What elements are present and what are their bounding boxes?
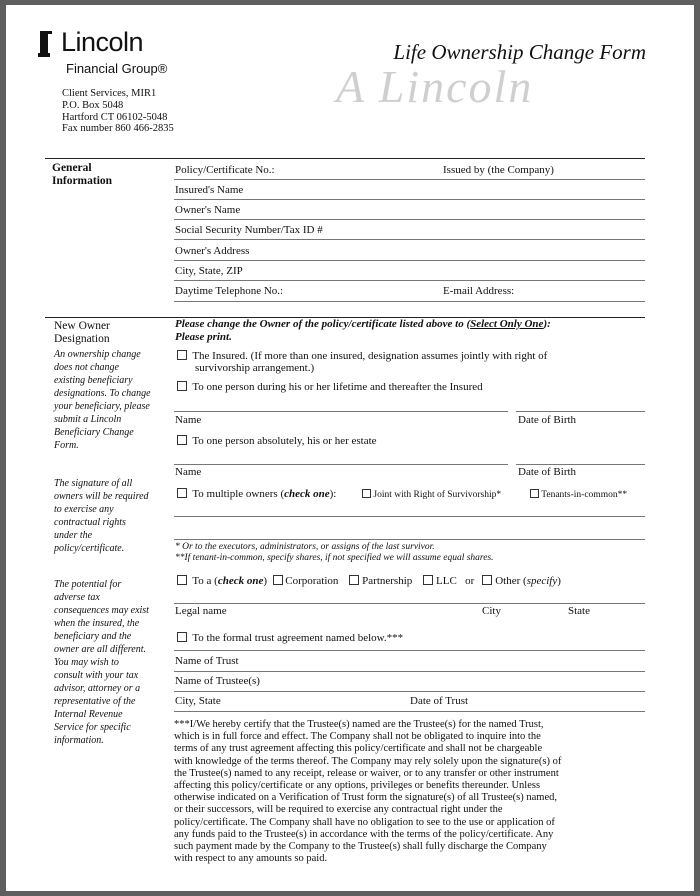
phone-email-field[interactable] bbox=[174, 301, 645, 302]
corporation-checkbox[interactable] bbox=[273, 575, 283, 585]
dob-label-1: Date of Birth bbox=[518, 414, 577, 426]
option-lifetime[interactable]: To one person during his or her lifetime and thereafter the Insured bbox=[177, 381, 483, 393]
legal-name-label: Legal name bbox=[175, 605, 227, 617]
other-checkbox[interactable] bbox=[482, 575, 492, 585]
beneficiary-note: An ownership change does not change existing beneficiary designations. To change your beneficiary, please submit a Lincoln Beneficiary Change Form. bbox=[54, 349, 151, 451]
trust-name-label: Name of Trust bbox=[175, 655, 239, 667]
option-insured[interactable]: The Insured. (If more than one insured, designation assumes jointly with right of bbox=[177, 350, 547, 362]
address-line: P.O. Box 5048 bbox=[62, 99, 124, 111]
trustees-label: Name of Trustee(s) bbox=[175, 675, 260, 687]
name-label-1: Name bbox=[175, 414, 202, 426]
owner-instruction: Please change the Owner of the policy/certificate listed above to (Select Only One): bbox=[175, 318, 551, 330]
issued-by-label: Issued by (the Company) bbox=[443, 164, 554, 176]
footnote-tenants: **If tenant-in-common, specify shares, if not specified we will assume equal shares. bbox=[175, 553, 494, 563]
city-state-zip-label: City, State, ZIP bbox=[175, 265, 243, 277]
trust-field-top[interactable] bbox=[174, 650, 645, 651]
address-line: Fax number 860 466-2835 bbox=[62, 123, 174, 135]
trustees-field[interactable] bbox=[174, 691, 645, 692]
company-address bbox=[62, 88, 174, 135]
section-heading-general: General Information bbox=[52, 162, 113, 187]
name-field-1[interactable] bbox=[174, 411, 508, 412]
llc-checkbox[interactable] bbox=[423, 575, 433, 585]
option-entity: To a (check one) Corporation Partnership LLC or Other (specify) bbox=[177, 575, 561, 587]
ssn-field[interactable] bbox=[174, 239, 645, 240]
logo-subtitle: Financial Group® bbox=[66, 61, 168, 76]
legal-name-field[interactable] bbox=[174, 603, 645, 604]
joint-checkbox[interactable] bbox=[362, 489, 371, 498]
option-multiple[interactable]: To multiple owners (check one): bbox=[177, 488, 336, 500]
option-trust[interactable]: To the formal trust agreement named below.*** bbox=[177, 632, 403, 644]
dob-field-1[interactable] bbox=[516, 411, 645, 412]
ssn-label: Social Security Number/Tax ID # bbox=[175, 224, 323, 236]
entity-checkbox[interactable] bbox=[177, 575, 187, 585]
signature-watermark: A Lincoln bbox=[336, 61, 534, 112]
multiple-checkbox[interactable] bbox=[177, 488, 187, 498]
option-absolute[interactable]: To one person absolutely, his or her estate bbox=[177, 435, 377, 447]
absolute-checkbox[interactable] bbox=[177, 435, 187, 445]
section-divider bbox=[45, 158, 645, 159]
lincoln-logo-icon bbox=[36, 29, 56, 59]
form-title: Life Ownership Change Form bbox=[393, 40, 646, 64]
email-label: E-mail Address: bbox=[443, 285, 515, 297]
name-field-2[interactable] bbox=[174, 464, 508, 465]
print-instruction: Please print. bbox=[175, 331, 232, 343]
lifetime-checkbox[interactable] bbox=[177, 381, 187, 391]
state-label: State bbox=[568, 605, 590, 617]
form-page bbox=[6, 5, 694, 891]
tax-note: The potential for adverse tax consequences may exist when the insured, the beneficiary and the owner are all different. You may wish to consult with your tax advisor, attorney or a representative of the Internal Revenue Service for specific information. bbox=[54, 579, 149, 746]
insured-name-field[interactable] bbox=[174, 199, 645, 200]
owner-name-label: Owner's Name bbox=[175, 204, 241, 216]
joint-option[interactable]: Joint with Right of Survivorship* bbox=[362, 489, 501, 500]
address-line: Hartford CT 06102-5048 bbox=[62, 111, 168, 123]
option-insured-cont: survivorship arrangement.) bbox=[195, 362, 315, 374]
owner-address-field[interactable] bbox=[174, 260, 645, 261]
city-state-zip-field[interactable] bbox=[174, 280, 645, 281]
multiple-owners-field-1[interactable] bbox=[174, 516, 645, 517]
city-state-date-field[interactable] bbox=[174, 711, 645, 712]
logo-name: Lincoln bbox=[61, 27, 144, 57]
address-line: Client Services, MIR1 bbox=[62, 88, 157, 99]
insured-checkbox[interactable] bbox=[177, 350, 187, 360]
dob-field-2[interactable] bbox=[516, 464, 645, 465]
tenants-checkbox[interactable] bbox=[530, 489, 539, 498]
daytime-phone-label: Daytime Telephone No.: bbox=[175, 285, 284, 297]
policy-number-label: Policy/Certificate No.: bbox=[175, 164, 275, 176]
city-state-label: City, State bbox=[175, 695, 221, 707]
footnote-survivor: * Or to the executors, administrators, or assigns of the last survivor. bbox=[175, 542, 435, 552]
partnership-checkbox[interactable] bbox=[349, 575, 359, 585]
trust-certification: ***I/We hereby certify that the Trustee(s) named are the Trustee(s) for the named Trust, which is in full force and effect. The Company shall not be obligated to inquire into the terms of any trust agreement affecting this policy/certificate and shall not be chargeable with knowledge of the terms thereof. The Company may rely solely upon the signature(s) of the Trustee(s) named to any receipt, release or waiver, or to any transfer or other instrument affecting this policy/certificate or any options, privileges or benefits thereunder. Unless otherwise indicated on a Verification of Trust form the signature(s) of all Trustee(s) named, or their successors, will be required to exercise any contractual right under the policy/certificate. The Company shall have no obligation to see to the use or application of any funds paid to the Trustee(s) in accordance with the terms of the policy/certificate. Any such payment made by the Company to the Trustee(s) shall fully discharge the Company with respect to any amounts so paid. bbox=[174, 719, 562, 865]
section-heading-new-owner: New Owner Designation bbox=[54, 320, 110, 345]
owner-address-label: Owner's Address bbox=[175, 245, 250, 257]
owner-name-field[interactable] bbox=[174, 219, 645, 220]
insured-name-label: Insured's Name bbox=[175, 184, 244, 196]
dob-label-2: Date of Birth bbox=[518, 466, 577, 478]
date-of-trust-label: Date of Trust bbox=[410, 695, 469, 707]
multiple-owners-field-2[interactable] bbox=[174, 539, 645, 540]
name-label-2: Name bbox=[175, 466, 202, 478]
policy-number-field[interactable] bbox=[174, 179, 645, 180]
tenants-option[interactable]: Tenants-in-common** bbox=[530, 489, 627, 500]
trust-name-field[interactable] bbox=[174, 671, 645, 672]
trust-checkbox[interactable] bbox=[177, 632, 187, 642]
signature-note: The signature of all owners will be required to exercise any contractual rights under the policy/certificate. bbox=[54, 478, 149, 554]
city-label: City bbox=[482, 605, 501, 617]
